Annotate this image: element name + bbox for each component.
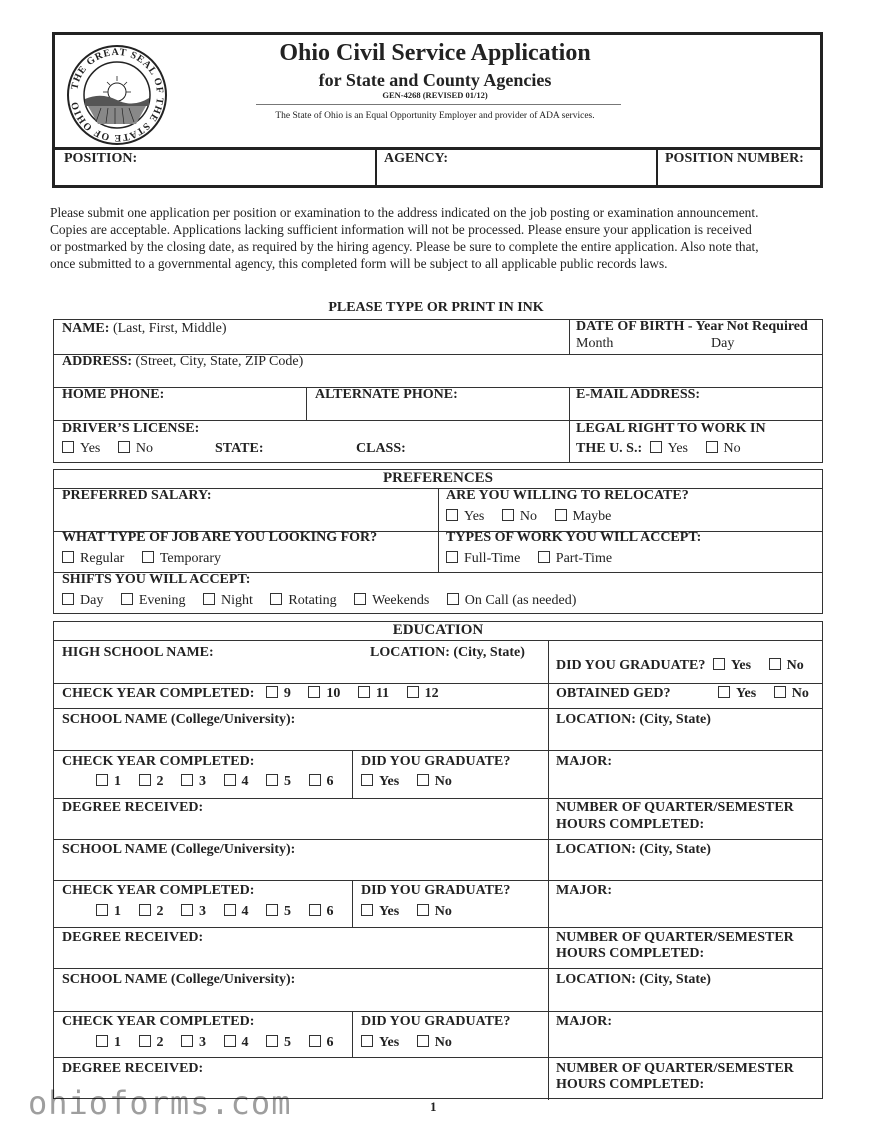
college-3-graduate-label: DID YOU GRADUATE? xyxy=(361,1014,511,1029)
legal-right-yes-checkbox[interactable] xyxy=(650,441,662,453)
hs-graduate-yes-checkbox[interactable] xyxy=(713,658,725,670)
college-2-years-row: 1 2 3 4 5 6 xyxy=(96,904,334,920)
shift-night-checkbox[interactable] xyxy=(203,593,215,605)
shift-weekends-checkbox[interactable] xyxy=(354,593,366,605)
hs-graduate-options: DID YOU GRADUATE? Yes No xyxy=(556,658,804,673)
hs-year-12-checkbox[interactable] xyxy=(407,686,419,698)
college-1-graduate-yes-checkbox[interactable] xyxy=(361,774,373,786)
instructions-line-3: or postmarked by the closing date, as required by the hiring agency. Please be sure to complete the entire application. Also note that, xyxy=(50,239,759,254)
email-label: E-MAIL ADDRESS: xyxy=(576,387,701,402)
college-3-graduate-no-checkbox[interactable] xyxy=(417,1035,429,1047)
college-1-year-2-checkbox[interactable] xyxy=(139,774,151,786)
college-3-graduate-yes-checkbox[interactable] xyxy=(361,1035,373,1047)
dob-month-label: Month xyxy=(576,336,614,351)
job-type-label: WHAT TYPE OF JOB ARE YOU LOOKING FOR? xyxy=(62,530,378,545)
home-phone-label: HOME PHONE: xyxy=(62,387,165,402)
college-1-hours-label-1: NUMBER OF QUARTER/SEMESTER xyxy=(556,800,794,815)
agency-field[interactable] xyxy=(377,159,653,185)
relocate-yes-checkbox[interactable] xyxy=(446,509,458,521)
hs-year-9-checkbox[interactable] xyxy=(266,686,278,698)
watermark: ohioforms.com xyxy=(28,1084,292,1122)
home-phone-field[interactable] xyxy=(56,403,302,419)
instructions-line-1: Please submit one application per position or examination to the address indicated on the job posting or examination announcement. xyxy=(50,205,759,220)
relocate-options: Yes No Maybe xyxy=(446,509,611,525)
college-3-location-label: LOCATION: (City, State) xyxy=(556,972,711,987)
college-2-hours-label-1: NUMBER OF QUARTER/SEMESTER xyxy=(556,930,794,945)
page-number: 1 xyxy=(430,1099,437,1114)
college-3-year-5-checkbox[interactable] xyxy=(266,1035,278,1047)
college-1-graduate-label: DID YOU GRADUATE? xyxy=(361,754,511,769)
shift-options: Day Evening Night Rotating Weekends On Call (as needed) xyxy=(62,593,576,609)
address-label: ADDRESS: (Street, City, State, ZIP Code) xyxy=(62,354,304,369)
ged-label: OBTAINED GED? xyxy=(556,686,671,701)
college-1-major-label: MAJOR: xyxy=(556,754,612,769)
job-type-options: Regular Temporary xyxy=(62,551,221,567)
college-3-year-4-checkbox[interactable] xyxy=(224,1035,236,1047)
print-note: PLEASE TYPE OR PRINT IN INK xyxy=(328,300,544,315)
shifts-label: SHIFTS YOU WILL ACCEPT: xyxy=(62,572,251,587)
legal-right-options: THE U. S.: Yes No xyxy=(576,441,741,456)
college-2-hours-label-2: HOURS COMPLETED: xyxy=(556,946,705,961)
position-number-field[interactable] xyxy=(658,167,818,185)
relocate-label: ARE YOU WILLING TO RELOCATE? xyxy=(446,488,689,503)
college-2-year-2-checkbox[interactable] xyxy=(139,904,151,916)
equal-opportunity-note: The State of Ohio is an Equal Opportunity Employer and provider of ADA services. xyxy=(275,111,595,121)
license-options: Yes No xyxy=(62,441,153,457)
ged-no-checkbox[interactable] xyxy=(774,686,786,698)
ged-yes-checkbox[interactable] xyxy=(718,686,730,698)
college-2-year-3-checkbox[interactable] xyxy=(181,904,193,916)
hs-name-label: HIGH SCHOOL NAME: xyxy=(62,645,214,660)
address-field[interactable] xyxy=(56,370,820,386)
college-3-degree-label: DEGREE RECEIVED: xyxy=(62,1061,204,1076)
shift-rotating-checkbox[interactable] xyxy=(270,593,282,605)
college-3-year-label: CHECK YEAR COMPLETED: xyxy=(62,1014,255,1029)
hs-years-row: CHECK YEAR COMPLETED: 9 10 11 12 xyxy=(62,686,439,701)
college-1-graduate-no-checkbox[interactable] xyxy=(417,774,429,786)
college-1-name-label: SCHOOL NAME (College/University): xyxy=(62,712,296,727)
hs-graduate-no-checkbox[interactable] xyxy=(769,658,781,670)
license-yes-checkbox[interactable] xyxy=(62,441,74,453)
license-state-label: STATE: xyxy=(215,441,264,456)
license-class-label: CLASS: xyxy=(356,441,406,456)
college-3-hours-label-1: NUMBER OF QUARTER/SEMESTER xyxy=(556,1061,794,1076)
shift-evening-checkbox[interactable] xyxy=(121,593,133,605)
college-3-hours-label-2: HOURS COMPLETED: xyxy=(556,1077,705,1092)
header-divider xyxy=(55,147,820,150)
job-regular-checkbox[interactable] xyxy=(62,551,74,563)
college-2-major-label: MAJOR: xyxy=(556,883,612,898)
college-1-year-5-checkbox[interactable] xyxy=(266,774,278,786)
dob-label: DATE OF BIRTH - Year Not Required xyxy=(576,319,808,334)
alt-phone-label: ALTERNATE PHONE: xyxy=(315,387,458,402)
page-subtitle: for State and County Agencies xyxy=(318,70,552,90)
relocate-maybe-checkbox[interactable] xyxy=(555,509,567,521)
college-2-graduate-options: Yes No xyxy=(361,904,452,920)
college-1-years-row: 1 2 3 4 5 6 xyxy=(96,774,334,790)
title-rule xyxy=(256,104,621,105)
college-2-graduate-label: DID YOU GRADUATE? xyxy=(361,883,511,898)
name-label: NAME: (Last, First, Middle) xyxy=(62,321,227,336)
college-3-major-label: MAJOR: xyxy=(556,1014,612,1029)
college-2-year-6-checkbox[interactable] xyxy=(309,904,321,916)
hs-year-10-checkbox[interactable] xyxy=(308,686,320,698)
instructions-line-4: once submitted to a governmental agency, this completed form will be subject to all applicable public records laws. xyxy=(50,256,668,271)
drivers-license-label: DRIVER’S LICENSE: xyxy=(62,421,200,436)
college-3-year-3-checkbox[interactable] xyxy=(181,1035,193,1047)
education-title: EDUCATION xyxy=(392,622,484,638)
ged-options: Yes No xyxy=(718,686,809,702)
position-field[interactable] xyxy=(57,159,369,185)
college-1-year-label: CHECK YEAR COMPLETED: xyxy=(62,754,255,769)
college-2-graduate-no-checkbox[interactable] xyxy=(417,904,429,916)
college-1-year-6-checkbox[interactable] xyxy=(309,774,321,786)
instructions-line-2: Copies are acceptable. Applications lacking sufficient information will not be processed. Please ensure your application is received xyxy=(50,222,752,237)
college-1-hours-label-2: HOURS COMPLETED: xyxy=(556,817,705,832)
hs-year-11-checkbox[interactable] xyxy=(358,686,370,698)
shift-on-call-checkbox[interactable] xyxy=(447,593,459,605)
dob-day-label: Day xyxy=(711,336,735,351)
college-1-year-1-checkbox[interactable] xyxy=(96,774,108,786)
shift-day-checkbox[interactable] xyxy=(62,593,74,605)
college-3-year-2-checkbox[interactable] xyxy=(139,1035,151,1047)
college-1-graduate-options: Yes No xyxy=(361,774,452,790)
college-2-location-label: LOCATION: (City, State) xyxy=(556,842,711,857)
form-number: GEN-4268 (REVISED 01/12) xyxy=(382,90,488,100)
work-type-options: Full-Time Part-Time xyxy=(446,551,612,567)
email-field[interactable] xyxy=(572,403,820,419)
college-1-year-3-checkbox[interactable] xyxy=(181,774,193,786)
agency-label: AGENCY: xyxy=(384,151,449,166)
college-3-year-6-checkbox[interactable] xyxy=(309,1035,321,1047)
alt-phone-field[interactable] xyxy=(309,403,567,419)
college-3-name-label: SCHOOL NAME (College/University): xyxy=(62,972,296,987)
svg-text:THE GREAT SEAL OF THE STATE OF: THE GREAT SEAL OF THE STATE OF OHIO xyxy=(69,46,166,144)
college-1-degree-label: DEGREE RECEIVED: xyxy=(62,800,204,815)
relocate-no-checkbox[interactable] xyxy=(502,509,514,521)
college-2-year-4-checkbox[interactable] xyxy=(224,904,236,916)
preferred-salary-label: PREFERRED SALARY: xyxy=(62,488,212,503)
position-label: POSITION: xyxy=(64,151,138,166)
ohio-seal-icon xyxy=(66,44,168,146)
page-title: Ohio Civil Service Application xyxy=(279,40,591,66)
hs-location-label: LOCATION: (City, State) xyxy=(370,645,525,660)
college-3-years-row: 1 2 3 4 5 6 xyxy=(96,1035,334,1051)
position-number-label: POSITION NUMBER: xyxy=(665,151,804,166)
name-field[interactable] xyxy=(56,338,566,352)
college-3-graduate-options: Yes No xyxy=(361,1035,452,1051)
college-2-name-label: SCHOOL NAME (College/University): xyxy=(62,842,296,857)
work-full-time-checkbox[interactable] xyxy=(446,551,458,563)
work-types-label: TYPES OF WORK YOU WILL ACCEPT: xyxy=(446,530,702,545)
preferences-title: PREFERENCES xyxy=(382,470,494,486)
college-2-year-1-checkbox[interactable] xyxy=(96,904,108,916)
legal-right-no-checkbox[interactable] xyxy=(706,441,718,453)
college-2-graduate-yes-checkbox[interactable] xyxy=(361,904,373,916)
college-2-degree-label: DEGREE RECEIVED: xyxy=(62,930,204,945)
job-temporary-checkbox[interactable] xyxy=(142,551,154,563)
work-part-time-checkbox[interactable] xyxy=(538,551,550,563)
college-1-year-4-checkbox[interactable] xyxy=(224,774,236,786)
license-no-checkbox[interactable] xyxy=(118,441,130,453)
college-2-year-5-checkbox[interactable] xyxy=(266,904,278,916)
legal-right-label: LEGAL RIGHT TO WORK IN xyxy=(576,421,766,436)
college-1-location-label: LOCATION: (City, State) xyxy=(556,712,711,727)
college-2-year-label: CHECK YEAR COMPLETED: xyxy=(62,883,255,898)
college-3-year-1-checkbox[interactable] xyxy=(96,1035,108,1047)
